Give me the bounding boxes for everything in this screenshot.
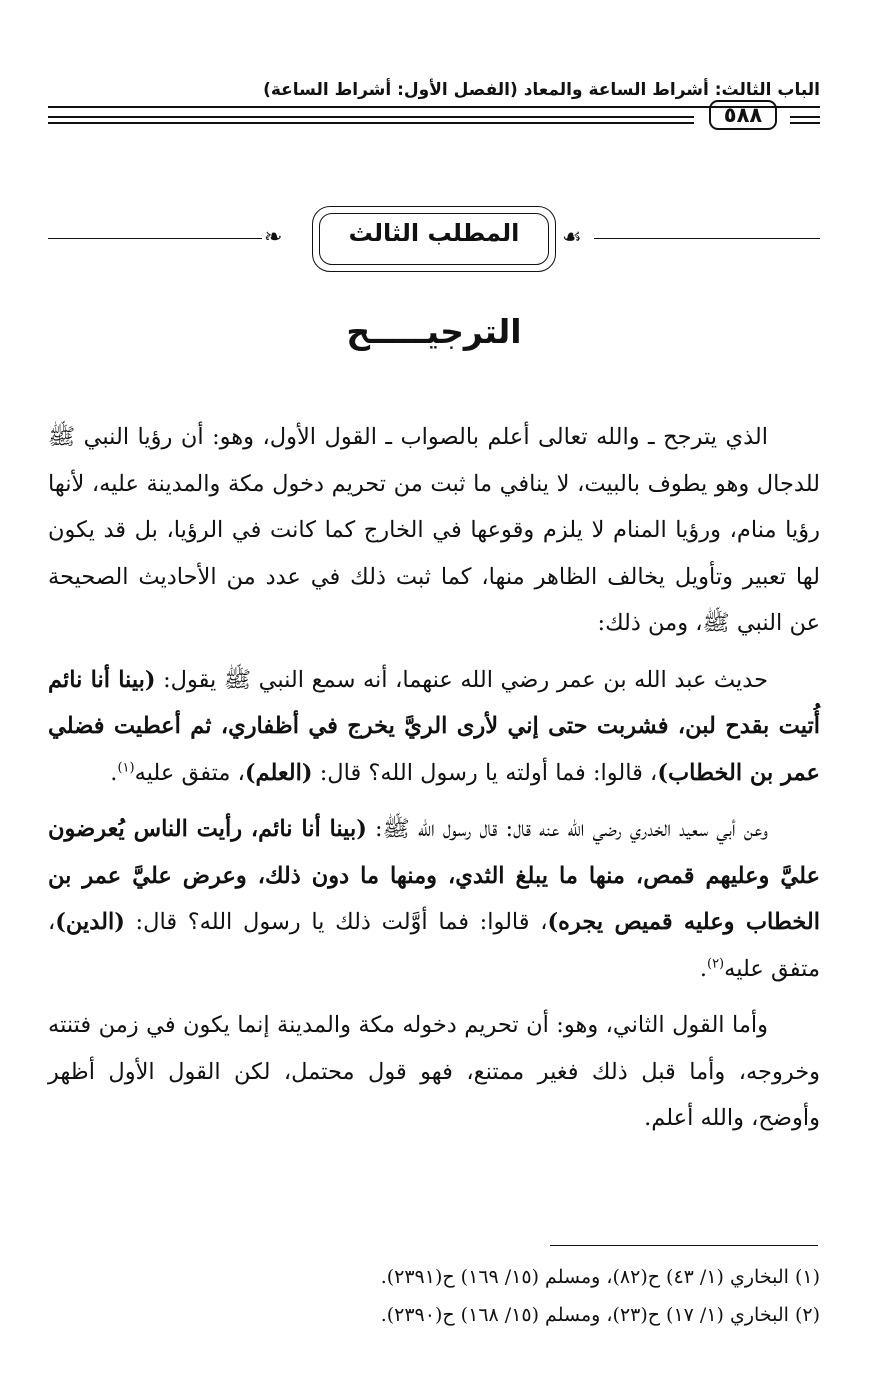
header-rule-top <box>48 106 820 108</box>
ornament-left-icon: ❧ <box>264 225 283 250</box>
title-line-left <box>48 238 262 239</box>
main-text <box>48 414 820 1152</box>
footnote-ref-2[interactable]: (٢) <box>706 956 725 971</box>
section-heading <box>48 200 820 280</box>
header-rule-left-2 <box>48 122 694 124</box>
title-line-right <box>594 238 820 239</box>
footnote-ref-1[interactable]: (١) <box>117 760 135 775</box>
running-title: الباب الثالث: أشراط الساعة والمعاد (الفصل الأول: أشراط الساعة) <box>263 80 820 100</box>
paragraph-4: وأما القول الثاني، وهو: أن تحريم دخوله مكة والمدينة إنما يكون في زمن فتنته وخروجه، وأما قبل ذلك فغير ممتنع، فهو قول محتمل، لكن القول الأول أظهر وأوضح، والله أعلم. <box>48 1012 820 1131</box>
header-rule-right-2 <box>790 122 820 124</box>
section-subtitle: الترجيـــــح <box>346 312 522 351</box>
footnote-2: (٢) البخاري (١/ ١٧) ح(٢٣)، ومسلم (١٥/ ١٦٨) ح(٢٣٩٠). <box>380 1304 820 1326</box>
title-frame <box>312 206 556 272</box>
page-number: ٥٨٨ <box>709 100 777 130</box>
section-title: المطلب الثالث <box>348 219 520 247</box>
paragraph-1: الذي يترجح ـ والله تعالى أعلم بالصواب ـ القول الأول، وهو: أن رؤيا النبي ﷺ للدجال وهو يطوف بالبيت، لا ينافي ما ثبت من تحريم دخول مكة والمدينة عليه، لأنها رؤيا منام، ورؤيا المنام لا يلزم وقوعها في الخارج كما كانت في الرؤيا، بل قد يكون لها تعبير وتأويل يخالف الظاهر منها، كما ثبت ذلك في عدد من الأحاديث الصحيحة عن النبي ﷺ، ومن ذلك: <box>48 424 820 636</box>
ornament-right-icon: ☙ <box>562 225 582 250</box>
footnote-1: (١) البخاري (١/ ٤٣) ح(٨٢)، ومسلم (١٥/ ١٦٩) ح(٢٣٩١). <box>380 1266 820 1288</box>
paragraph-2: حديث عبد الله بن عمر رضي الله عنهما، أنه سمع النبي ﷺ يقول: (بينا أنا نائم أُتيت بقدح لبن، فشربت حتى إني لأرى الريَّ يخرج في أظفاري، ثم أعطيت فضلي عمر بن الخطاب)، قالوا: فما أولته يا رسول الله؟ قال: (العلم)، متفق عليه$^{(١)}$. <box>48 666 820 786</box>
paragraph-3: وعن أبي سعيد الخدري رضي الله عنه قال: قال رسول الله ﷺ: (بينا أنا نائم، رأيت الناس يُعرضون عليَّ وعليهم قمص، منها ما يبلغ الثدي، ومنها ما دون ذلك، وعرض عليَّ عمر بن الخطاب وعليه قميص يجره)، قالوا: فما أوَّلت ذلك يا رسول الله؟ قال: (الدين)، متفق عليه$^{(٢)}$. <box>48 816 820 982</box>
footnote-separator <box>550 1245 818 1246</box>
footnotes <box>48 1258 820 1334</box>
header-rule-left-1 <box>48 116 694 118</box>
page-header <box>48 76 820 136</box>
header-rule-right-1 <box>790 116 820 118</box>
